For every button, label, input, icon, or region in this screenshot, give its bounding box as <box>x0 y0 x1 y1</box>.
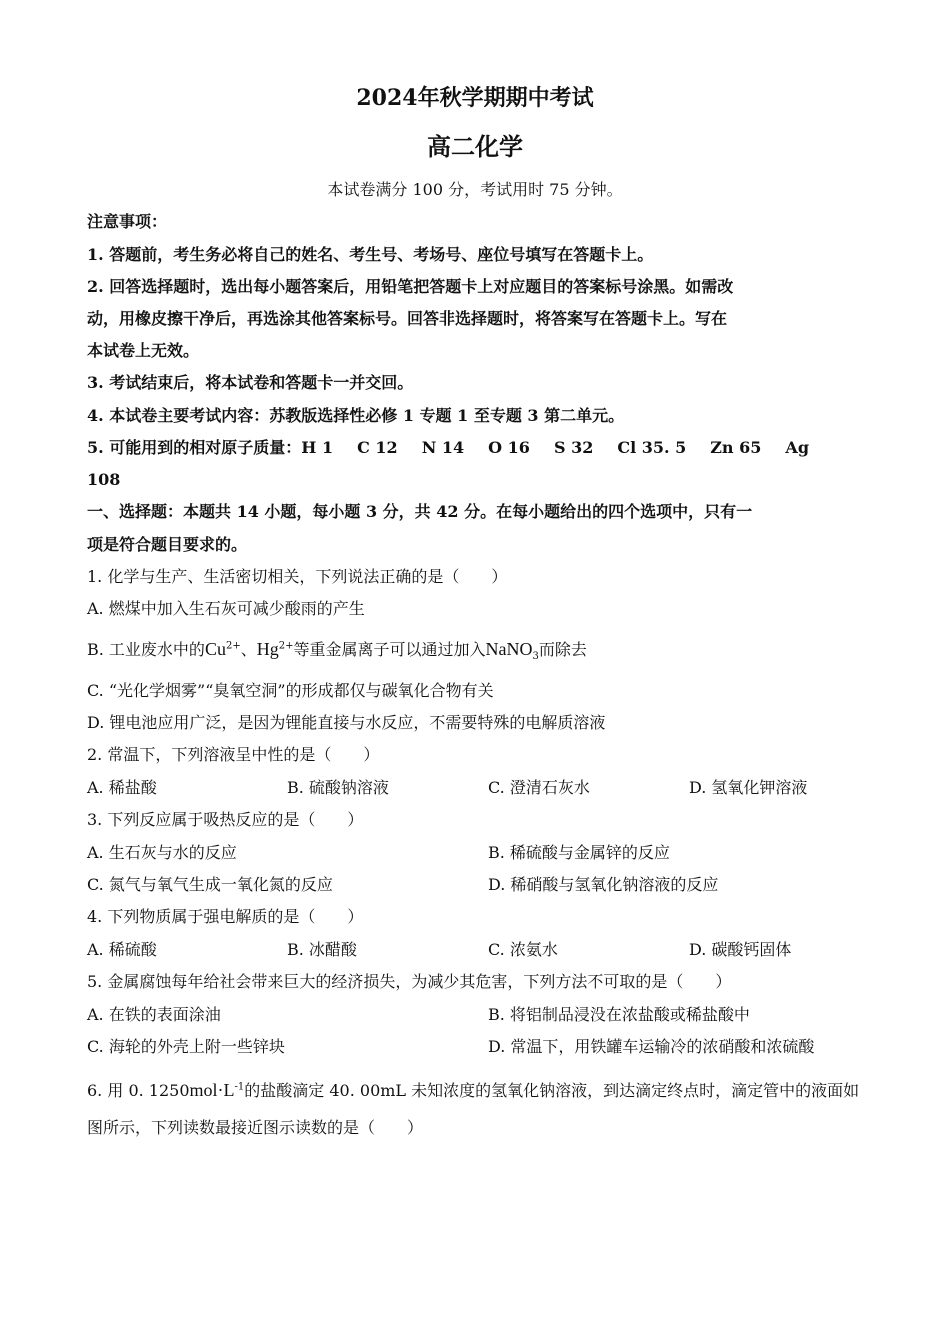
notes-heading: 注意事项： <box>87 212 168 231</box>
q5-stem: 5. 金属腐蚀每年给社会带来巨大的经济损失，为减少其危害，下列方法不可取的是（ ） <box>87 972 732 991</box>
q2-stem: 2. 常温下，下列溶液呈中性的是（ ） <box>87 745 380 764</box>
exam-info: 本试卷满分 100 分，考试用时 75 分钟。 <box>327 180 623 199</box>
section-1-line-1: 一、选择题：本题共 14 小题，每小题 3 分，共 42 分。在每小题给出的四个选项中，只有一 <box>87 502 753 521</box>
note-1: 1. 答题前，考生务必将自己的姓名、考生号、考场号、座位号填写在答题卡上。 <box>87 245 654 264</box>
q4-stem: 4. 下列物质属于强电解质的是（ ） <box>87 907 364 926</box>
atom-cl: Cl 35. 5 <box>617 438 687 457</box>
q3-option-a: A. 生石灰与水的反应 <box>87 843 237 862</box>
q2-option-c: C. 澄清石灰水 <box>488 778 590 797</box>
unit-mol-per-l: mol·L <box>189 1080 235 1100</box>
note-5 <box>87 438 863 458</box>
q1-stem: 1. 化学与生产、生活密切相关，下列说法正确的是（ ） <box>87 567 508 586</box>
q6-stem-line-2: 图所示，下列读数最接近图示读数的是（ ） <box>87 1118 424 1137</box>
q1-option-a: A. 燃煤中加入生石灰可减少酸雨的产生 <box>87 599 365 618</box>
atom-ag: Ag <box>785 438 810 457</box>
q3-stem: 3. 下列反应属于吸热反应的是（ ） <box>87 810 364 829</box>
note-4: 4. 本试卷主要考试内容：苏教版选择性必修 1 专题 1 至专题 3 第二单元。 <box>87 406 625 425</box>
q5-option-a: A. 在铁的表面涂油 <box>87 1005 221 1024</box>
hg-ion: Hg <box>256 639 279 659</box>
q5-option-c: C. 海轮的外壳上附一些锌块 <box>87 1037 285 1056</box>
q1-option-b: B. 工业废水中的$Cu^{2+}$、$Hg^{2+}$等重金属离子可以通过加入NaNO$_3$而除去 <box>87 639 587 663</box>
q3-option-b: B. 稀硫酸与金属锌的反应 <box>488 843 670 862</box>
section-1-line-2: 项是符合题目要求的。 <box>87 535 248 554</box>
q3-option-c: C. 氮气与氧气生成一氧化氮的反应 <box>87 875 333 894</box>
q1-option-c: C. “光化学烟雾”“臭氧空洞”的形成都仅与碳氧化合物有关 <box>87 681 494 700</box>
q3-option-d: D. 稀硝酸与氢氧化钠溶液的反应 <box>488 875 719 894</box>
note-2-line-1: 2. 回答选择题时，选出每小题答案后，用铅笔把答题卡上对应题目的答案标号涂黑。如需改 <box>87 277 734 296</box>
q2-option-a: A. 稀盐酸 <box>87 778 157 797</box>
q5-option-d: D. 常温下，用铁罐车运输冷的浓硝酸和浓硫酸 <box>488 1037 815 1056</box>
atom-c: C 12 <box>357 438 398 457</box>
atom-h: H 1 <box>301 438 334 457</box>
q4-option-d: D. 碳酸钙固体 <box>689 940 792 959</box>
atom-zn: Zn 65 <box>710 438 762 457</box>
atom-n: N 14 <box>421 438 465 457</box>
note-3: 3. 考试结束后，将本试卷和答题卡一并交回。 <box>87 373 414 392</box>
q1-option-d: D. 锂电池应用广泛，是因为锂能直接与水反应，不需要特殊的电解质溶液 <box>87 713 606 732</box>
q4-option-c: C. 浓氨水 <box>488 940 558 959</box>
atom-s: S 32 <box>553 438 594 457</box>
exam-title: 2024年秋学期期中考试 <box>356 85 594 111</box>
q4-option-b: B. 冰醋酸 <box>287 940 357 959</box>
q4-option-a: A. 稀硫酸 <box>87 940 157 959</box>
subject-title: 高二化学 <box>427 132 523 161</box>
note-2-line-3: 本试卷上无效。 <box>87 341 200 360</box>
q2-option-d: D. 氢氧化钾溶液 <box>689 778 808 797</box>
note-2-line-2: 动，用橡皮擦干净后，再选涂其他答案标号。回答非选择题时，将答案写在答题卡上。写在 <box>87 309 728 328</box>
note-5-line-2: 108 <box>87 470 121 489</box>
note-5-prefix: 5. 可能用到的相对原子质量： <box>87 438 302 457</box>
cu-ion: Cu <box>204 639 226 659</box>
q6-stem-line-1: 6. 用 0. $1250mol\cdot L^{-1}$的盐酸滴定 40. 00mL 未知浓度的氢氧化钠溶液，到达滴定终点时，滴定管中的液面如 <box>87 1080 860 1100</box>
q2-option-b: B. 硫酸钠溶液 <box>287 778 389 797</box>
nano3-formula: NaNO <box>485 639 533 659</box>
q5-option-b: B. 将铝制品浸没在浓盐酸或稀盐酸中 <box>488 1005 750 1024</box>
atom-o: O 16 <box>488 438 530 457</box>
